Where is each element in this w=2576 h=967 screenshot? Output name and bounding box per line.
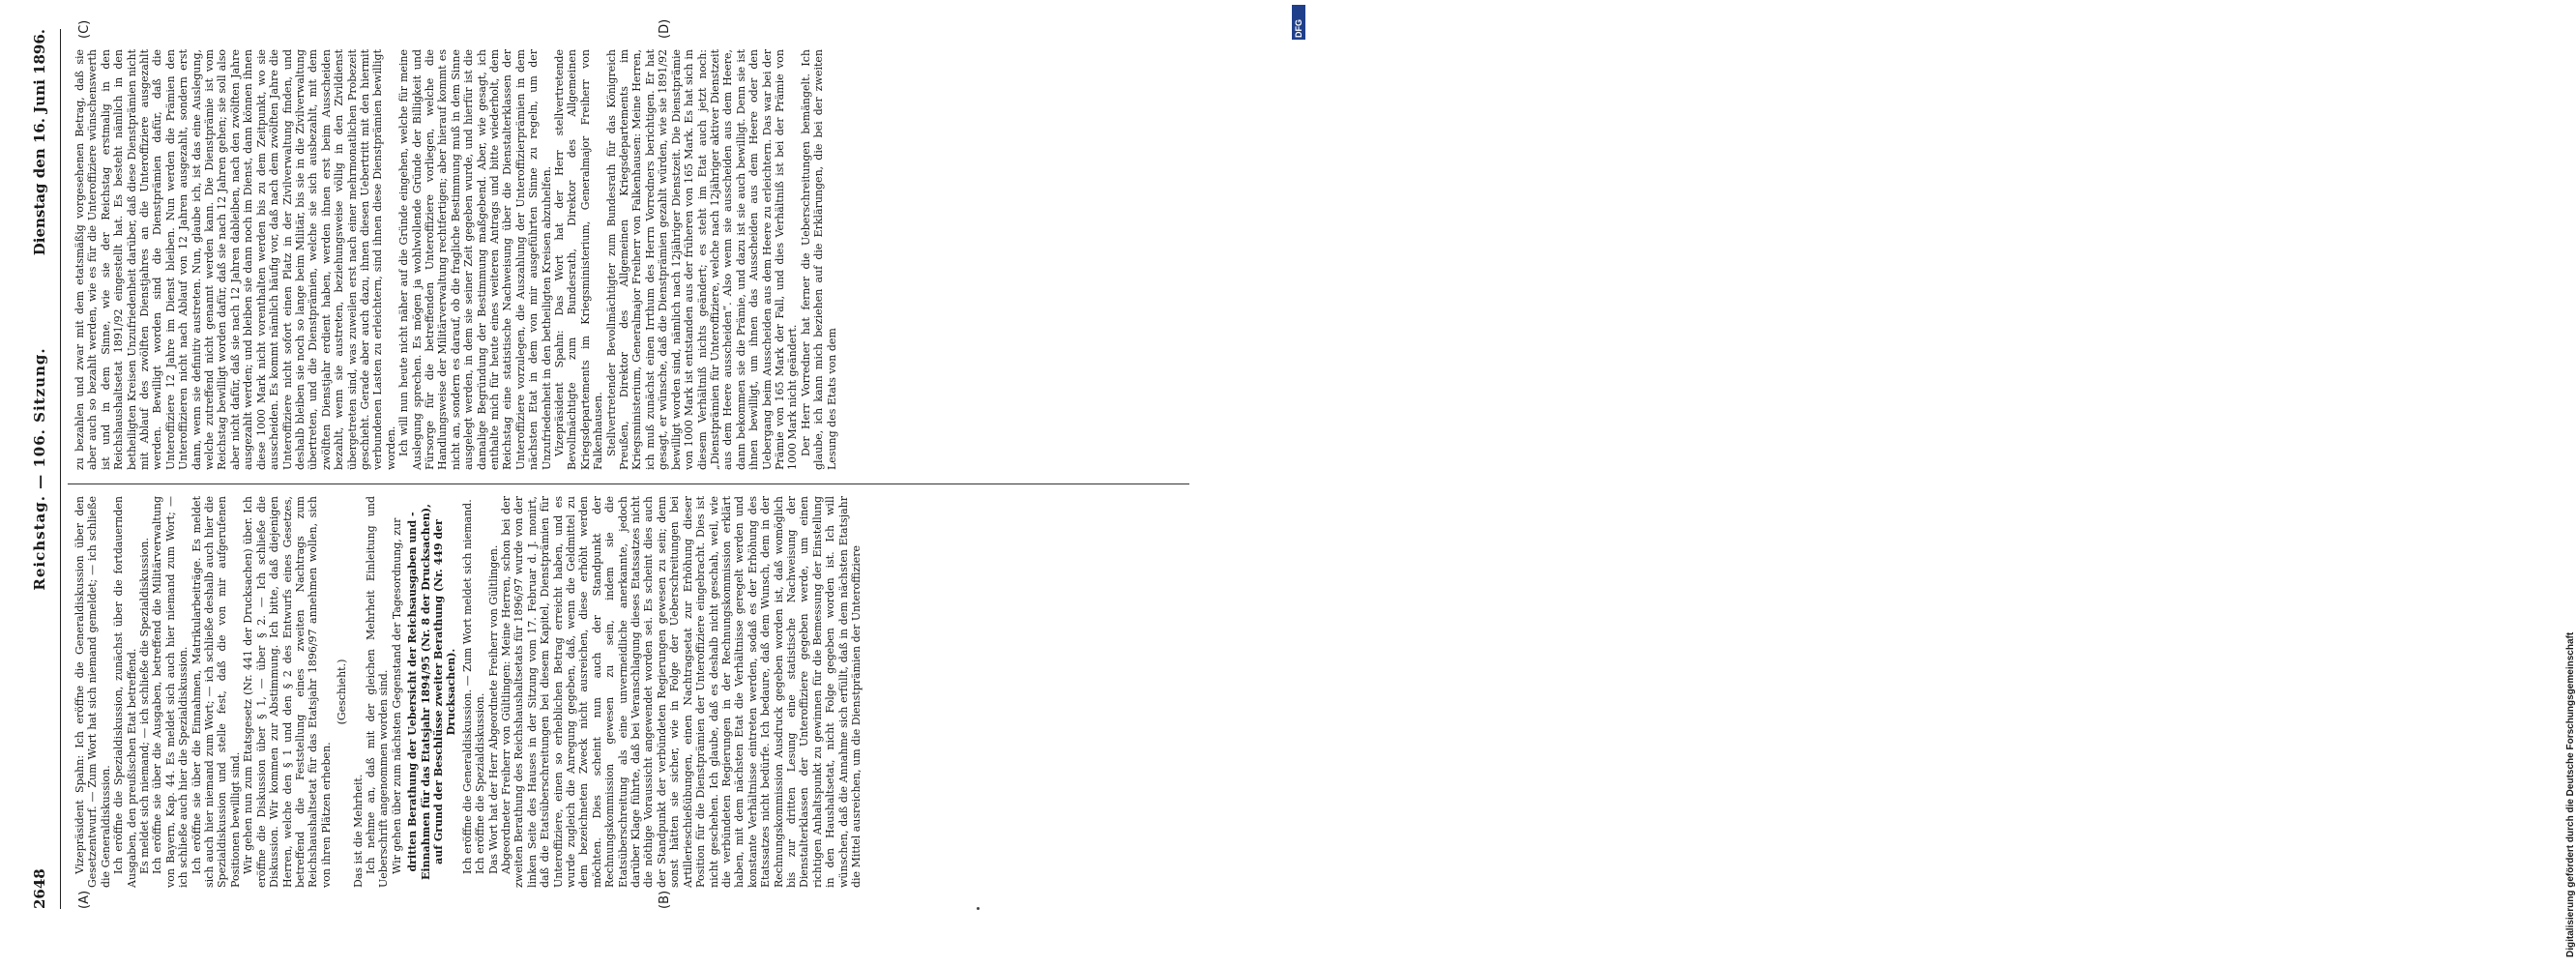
page-number: 2648 bbox=[31, 868, 48, 909]
header-rule bbox=[60, 29, 61, 909]
paragraph: Wir gehen über zum nächsten Gegenstand der Tagesordnung, zur bbox=[390, 517, 403, 874]
paragraph: zu bezahlen und zwar mit dem etatsmäßig vorgesehenen Betrag, daß sie aber auch so bezahlt werden, wie es für die Unteroffiziere wünschenswerth ist und in dem Sinne, wie sie der Reichstag erstmalig in den Reichshaushaltsetat 1891/92 eingestellt hat. Es besteht nämlich in den betheiligten Kreisen Unzufriedenheit darüber, daß diese Dienstprämien nicht mit Ablauf des zwölften Dienstjahres an die Unteroffiziere ausgezahlt werden. Bewilligt worden sind die Dienstprämien dafür, daß die Unteroffiziere 12 Jahre im Dienst bleiben. Nun werden die Prämien den Unteroffizieren nicht nach Ablauf von 12 Jahren ausgezahlt, sondern erst dann, wenn sie definitiv austreten. Nun, glaube ich, ist das eine Auslegung, welche zutreffend nicht genannt werden kann. Die Dienstprämie ist vom Reichstag bewilligt worden dafür, daß sie nach 12 Jahren gehen; sie soll also aber nicht dafür, daß sie nach 12 Jahren dableiben, nach den zwölften Jahre ausgezahlt werden; und bleiben sie dann noch im Dienst, dann können ihnen diese 1000 Mark nicht vorenthalten werden bis zu dem Zeitpunkt, wo sie ausscheiden. Es kommt nämlich häufig vor, daß nach dem zwölften Jahre die Unteroffiziere nicht sofort einen Platz in der Zivilverwaltung finden, und deshalb bleiben sie noch so lange beim Militär, bis sie in die Zivilverwaltung übertreten, und die Dienstprämien, welche sie sich ausbezahlt, mit dem zwölften Dienstjahr erdient haben, werden ihnen erst beim Ausscheiden bezahlt, wenn sie austreten, beziehungsweise völlig in den Zivildienst übergetreten sind, was zuweilen erst nach einer mehrmonatlichen Probezeit geschieht. Gerade aber auch dazu, ihnen diesen Uebertritt mit den hiermit verbundenen Lasten zu erleichtern, sind ihnen diese Dienstprämien bewilligt worden. bbox=[73, 49, 397, 470]
margin-marker-c: (C) bbox=[77, 19, 92, 39]
digitization-note bbox=[1270, 0, 2576, 967]
margin-marker-b: (B) bbox=[658, 890, 672, 909]
paragraph: Ich eröffne sie über die Einnahmen, Matrikularbeiträge. Es meldet sich auch hier niemand zum Wort; — ich schließe deshalb auch hier die Spezialdiskussion und stelle fest, daß die von mir aufgerufenen Positionen bewilligt sind. bbox=[190, 496, 242, 888]
session-date: Dienstag den 16. Juni 1896. bbox=[31, 29, 48, 256]
digitization-note-text: Digitalisierung gefördert durch die Deutsche Forschungsgemeinschaft bbox=[2565, 631, 2576, 957]
paragraph: (Geschieht.) bbox=[336, 659, 349, 725]
paragraph: Ich eröffne die Spezialdiskussion. bbox=[474, 692, 487, 874]
left-column bbox=[73, 496, 1269, 888]
logo-text: DFG bbox=[1294, 19, 1303, 38]
paragraph: Ich eröffne die Spezialdiskussion, zunächst über die fortdauernden Ausgaben, den preußischen Etat betreffend. bbox=[112, 496, 138, 888]
margin-marker-a: (A) bbox=[77, 890, 92, 909]
paragraph: Der Herr Vorredner hat ferner die Ueberschreitungen bemängelt. Ich glaube, ich kann mich beziehen auf die Erklärungen, die bei der zweiten Lesung des Etats von dem bbox=[799, 49, 838, 470]
paragraph: Vizepräsident Spahn: Das Wort hat der Herr stellvertretende Bevollmächtigte zum Bundesrath, Direktor des Allgemeinen Kriegsdepartements im Kriegsministerium, Generalmajor Freiherr von Falkenhausen. bbox=[553, 49, 605, 470]
right-column bbox=[73, 49, 1269, 470]
margin-marker-d: (D) bbox=[658, 18, 672, 39]
paragraph: Ich will nun heute nicht näher auf die Gründe eingehen, welche für meine Auslegung sprechen. Es mögen ja wohlwollende Gründe der Billigkeit und Fürsorge für die betreffenden Unteroffiziere vorliegen, welche die Handlungsweise der Militärverwaltung rechtfertigen; aber hierauf kommt es nicht an, sondern es darauf, ob die fragliche Bestimmung muß in dem Sinne ausgelegt werden, in dem sie seiner Zeit gegeben wurde, und hierfür ist die damalige Begründung der Bestimmung maßgebend. Aber, wie gesagt, ich enthalte mich für heute eines weiteren Antrags und bitte wiederholt, dem Reichstag eine statistische Nachweisung über die Dienstalterklassen der Unteroffiziere vorzulegen, die Auszahlung der Unteroffizierprämien in dem nächsten Etat in dem von mir ausgeführten Sinne zu regeln, um der Unzufriedenheit in den betheiligten Kreisen abzuhelfen. bbox=[397, 49, 553, 470]
paragraph: dritten Berathung der Uebersicht der Reichsausgaben und -Einnahmen für das Etatsjahr 1894/95 (Nr. 8 der Drucksachen), auf Grund der Beschlüsse zweiter Berathung (Nr. 449 der Drucksachen). bbox=[406, 504, 458, 880]
paragraph: Das ist die Mehrheit. bbox=[351, 774, 365, 888]
paragraph: Es meldet sich niemand; — ich schließe die Spezialdiskussion. bbox=[138, 538, 152, 874]
paragraph: Stellvertretender Bevollmächtigter zum Bundesrath für das Königreich Preußen, Direktor des Allgemeinen Kriegsdepartements im Kriegsministerium, Generalmajor Freiherr von Falkenhausen: Meine Herren, ich muß zunächst einen Irrthum des Herrn Vorredners berichtigen. Er hat gesagt, er wünsche, daß die Dienstprämien gezahlt würden, wie sie 1891/92 bewilligt worden sind, nämlich nach 12jähriger Dienstzeit. Die Dienstprämie von 1000 Mark ist entstanden aus der früheren von 165 Mark. Es hat sich in diesem Verhältniß nichts geändert; es steht im Etat auch jetzt noch: „Dienstprämien für Unteroffiziere, welche nach 12jähriger aktiver Dienstzeit aus dem Heere ausscheiden“. Also wenn sie ausscheiden aus dem Heere, dann bekommen sie die Prämie, und dazu ist sie auch bewilligt. Denn sie ist ihnen bewilligt, um ihnen das Ausscheiden aus dem Heere oder den Uebergang beim Ausscheiden aus dem Heere zu erleichtern. Das war bei der Prämie von 165 Mark der Fall, und dies Verhältniß ist bei der Prämie von 1000 Mark nicht geändert. bbox=[604, 49, 800, 470]
paragraph: Wir gehen nun zum Etatsgesetz (Nr. 441 der Drucksachen) über. Ich eröffne die Diskussion über § 1, — über § 2. — Ich schließe die Diskussion. Wir kommen zur Abstimmung. Ich bitte, daß diejenigen Herren, welche den § 1 und den § 2 des Entwurfs eines Gesetzes, betreffend die Feststellung eines zweiten Nachtrags zum Reichshaushaltsetat für das Etatsjahr 1896/97 annehmen wollen, sich von ihren Plätzen erheben. bbox=[242, 496, 333, 888]
paragraph: Abgeordneter Freiherr von Gültlingen: Meine Herren, schon bei der zweiten Berathung des Reichshaushaltsetats für 1896/97 wurde von der linken Seite des Hauses in der Sitzung vom 17. Februar d. J. monirt, daß die Etatsüberschreitungen bei diesem Kapitel, Dienstprämien für Unteroffiziere, einen so erheblichen Betrag erreicht haben, und es wurde zugleich die Anregung gegeben, daß, wenn die Geldmittel zu dem bezeichneten Zweck nicht ausreichen, diese erhöht werden möchten. Dies scheint nun auch der Standpunkt der Rechnungskommission gewesen zu sein, indem sie die Etatsüberschreitung als eine unvermeidliche anerkannte, jedoch darüber Klage führte, daß bei Veranschlagung dieses Etatssatzes nicht die nöthige Voraussicht angewendet worden sei. Es scheint dies auch der Standpunkt der verbündeten Regierungen gewesen zu sein; denn sonst hätten sie sicher, wie in Folge der Ueberschreitungen bei Artillerieschießübungen, einen Nachtragsetat zur Erhöhung dieser Position für die Dienstprämien der Unteroffiziere eingebracht. Dies ist nicht geschehen. Ich glaube, daß es deshalb nicht geschah, weil, wie die verbündeten Regierungen in der Rechnungskommission erklärt haben, mit dem nächsten Etat die Verhältnisse geregelt werden und konstante Verhältnisse eintreten werden, sodaß es der Erhöhung des Etatssatzes nicht bedürfe. Ich bedaure, daß dem Wunsch, dem in der Rechnungskommission Ausdruck gegeben worden ist, daß womöglich bis zur dritten Lesung eine statistische Nachweisung der Dienstalterklassen der Unteroffiziere gegeben werde, um einen richtigen Anhaltspunkt zu gewinnen für die Bemessung der Einstellung in den Haushaltsetat, nicht Folge gegeben worden ist. Ich will wünschen, daß die Annahme sich erfüllt, daß in dem nächsten Etatsjahr die Mittel ausreichen, um die Dienstprämien der Unteroffiziere bbox=[500, 496, 863, 888]
paragraph: Ich eröffne sie über die Ausgaben, betreffend die Militärverwaltung von Bayern, Kap. 44. Es meldet sich auch hier niemand zum Wort; — ich schließe auch hier die Spezialdiskussion. bbox=[151, 496, 190, 888]
running-head bbox=[31, 29, 54, 909]
paragraph: Ich nehme an, daß mit der gleichen Mehrheit Einleitung und Ueberschrift angenommen worden sind. bbox=[364, 496, 391, 888]
paragraph: Das Wort hat der Herr Abgeordnete Freiherr von Gültlingen. bbox=[486, 544, 500, 874]
session-title: Reichstag. — 106. Sitzung. bbox=[31, 347, 48, 591]
paragraph: Ich eröffne die Generaldiskussion. — Zum Wort meldet sich niemand. bbox=[460, 499, 474, 874]
paragraph: Vizepräsident Spahn: Ich eröffne die Generaldiskussion über den Gesetzentwurf. — Zum Wort hat sich niemand gemeldet; — ich schließe die Generaldiskussion. bbox=[73, 496, 112, 888]
scan-speck bbox=[977, 907, 980, 910]
